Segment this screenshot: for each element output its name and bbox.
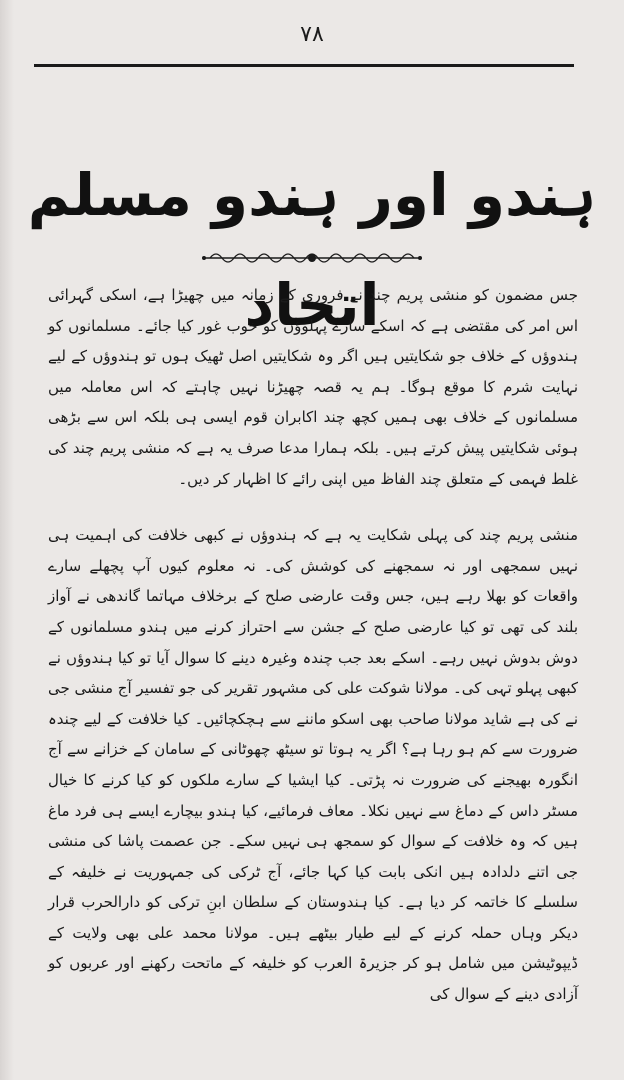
title-ornament xyxy=(200,246,424,270)
paragraph-2: منشی پریم چند کی پہلی شکایت یہ ہے کہ ہندوؤں نے کبھی خلافت کی اہمیت ہی نہیں سمجھی اور نہ سمجھنے کی کوشش کی۔ نہ معلوم کیوں آپ پچھلے سارے واقعات کو بھلا رہے ہیں، جس وقت عارضی صلح کے برخلاف مہاتما گاندھی نے آواز بلند کی تھی تو کیا عارضی صلح کے جشن سے احتراز کرنے میں ہندو مسلمانوں کے دوش بدوش نہیں رہے۔ اسکے بعد جب چندہ وغیرہ دینے کا سوال آیا تو کیا ہندوؤں نے کبھی پہلو تہی کی۔ مولانا شوکت علی کی مشہور تقریر کی جو تفسیر آج منشی جی نے کی ہے شاید مولانا صاحب بھی اسکو ماننے سے ہچکچائیں۔ کیا خلافت کے لیے چندہ ضرورت سے کم ہو رہا ہے؟ اگر یہ ہوتا تو سیٹھ چھوٹانی کے سامان کے خزانے سے آج انگورہ بھیجنے کی ضرورت نہ پڑتی۔ کیا ایشیا کے سارے ملکوں کو کیا کرنے کا خیال مسٹر داس کے دماغ سے نہیں نکلا۔ معاف فرمائیے، کیا ہندو بیچارے ایسے ہی فرد ماغ ہیں کہ وہ خلافت کے سوال کو سمجھ ہی نہیں سکے۔ جن عصمت پاشا کی منشی جی اتنے دلدادہ ہیں انکی بابت کیا کہا جائے، آج ٹرکی کی جمہوریت نے خلیفہ کے سلسلے کا خاتمہ کر دیا ہے۔ کیا ہندوستان کے سلطان ابنِ ترکی کو دارالحرب قرار دیکر وہاں حملہ کرنے کے لیے طیار بیٹھے ہیں۔ مولانا محمد علی بھی ولایت کے ڈیپوٹیشن میں شامل ہو کر جزیرۃ العرب کو خلیفہ کے ماتحت رکھنے اور عربوں کو آزادی دینے کے سوال کی xyxy=(48,526,578,1004)
chapter-title: ہندو اور ہندو مسلم اتحاد xyxy=(27,161,597,339)
paragraph-1: جس مضمون کو منشی پریم چند نے فروری کے زمانہ میں چھیڑا ہے، اسکی گہرائی اس امر کی مقتضی ہے کہ اسکے سارے پہلوؤں کو خوب غور کیا جائے۔ مسلمانوں کو ہندوؤں کے خلاف جو شکایتیں ہیں اگر وہ شکایتیں اصل ٹھیک ہوں تو ہندوؤں کے لیے نہایت شرم کا موقع ہوگا۔ ہم یہ قصہ چھیڑنا نہیں چاہتے کہ اس معاملہ میں مسلمانوں کے خلاف بھی ہمیں کچھ چند اکابران قوم ایسی ہی بلکہ اس سے بڑھی ہوئی شکایتیں پیش کرتے ہیں۔ بلکہ ہمارا مدعا صرف یہ ہے کہ منشی پریم چند کی غلط فہمی کے متعلق چند الفاظ میں اپنی رائے کا اظہار کر دیں۔ xyxy=(48,286,578,488)
page-number: ۷۸ xyxy=(300,22,324,47)
body-text xyxy=(48,280,578,1010)
header-rule xyxy=(34,64,574,67)
